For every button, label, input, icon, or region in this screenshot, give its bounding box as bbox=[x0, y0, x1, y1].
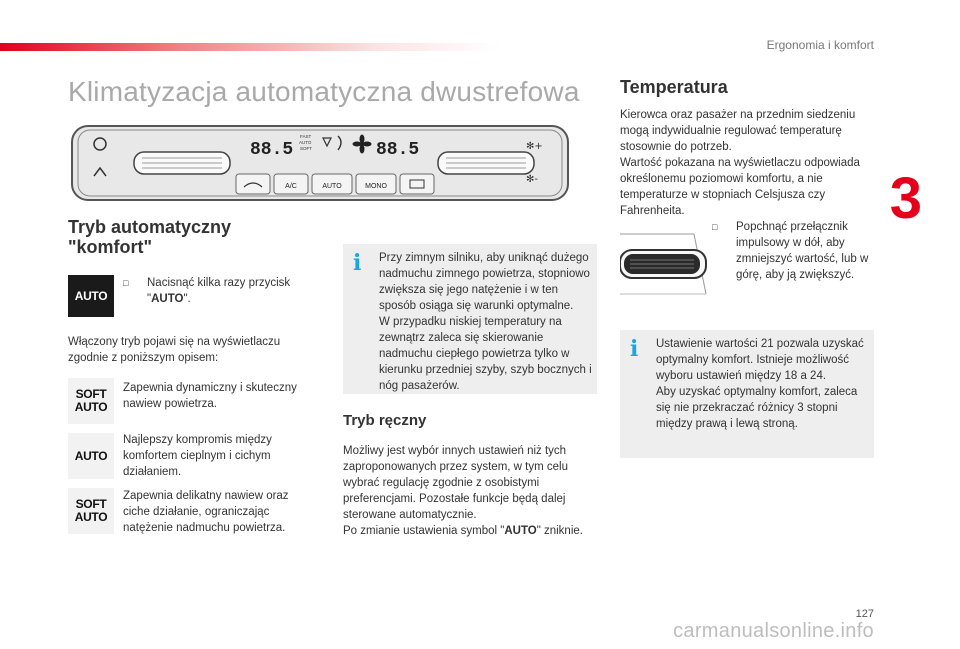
svg-text:A/C: A/C bbox=[285, 183, 297, 190]
mode-description-2: Najlepszy kompromis między komfortem cieplnym i cichym działaniem. bbox=[123, 434, 272, 478]
section-title: Ergonomia i komfort bbox=[766, 38, 874, 52]
left-temp-display: 88.5 bbox=[250, 140, 294, 160]
bullet-icon: □ bbox=[123, 278, 129, 288]
auto-mode-heading: Tryb automatyczny "komfort" bbox=[68, 217, 232, 257]
temperature-text: Kierowca oraz pasażer na przednim siedzeniu mogą indywidualnie regulować temperaturę stosownie do potrzeb. Wartość pokazana na wyświetlaczu odpowiada określonemu poziomowi komfortu, a nie temperaturze w stopniach Celsjusza czy Fahrenheita. bbox=[620, 109, 860, 217]
climate-panel-illustration bbox=[70, 124, 570, 202]
windscreen-button bbox=[236, 174, 270, 194]
svg-text:AUTO: AUTO bbox=[322, 183, 342, 190]
mode-soft: SOFT bbox=[300, 146, 312, 151]
soft-auto-badge-1: SOFT AUTO bbox=[68, 378, 114, 424]
manual-text: Możliwy jest wybór innych ustawień niż tych zaproponowanych przez system, w tym celu wybrać regulację zgodnie z osobistymi preferencjami. Pozostałe funkcje będą dalej sterowane automatycznie. Po zmianie ustawienia symbol "AUTO" zniknie. bbox=[343, 445, 583, 537]
bullet-icon: □ bbox=[712, 222, 718, 232]
manual-mode-heading: Tryb ręczny bbox=[343, 412, 427, 429]
soft-auto-badge-3: SOFT AUTO bbox=[68, 488, 114, 534]
page-number: 127 bbox=[855, 608, 874, 620]
svg-text:MONO: MONO bbox=[365, 183, 387, 190]
info-box-cold-engine bbox=[343, 244, 597, 394]
chapter-number: 3 bbox=[889, 166, 922, 231]
rear-demist-button bbox=[400, 174, 434, 194]
fan-minus-icon: ✻- bbox=[526, 174, 538, 185]
right-temp-display: 88.5 bbox=[376, 140, 420, 160]
mode-description-3: Zapewnia delikatny nawiew oraz ciche działanie, ograniczając natężenie nadmuchu powietrza. bbox=[123, 490, 289, 534]
info-icon: i bbox=[630, 336, 639, 362]
auto-intro: Włączony tryb pojawi się na wyświetlaczu zgodnie z poniższym opisem: bbox=[68, 336, 281, 364]
info-temp-text-2: Aby uzyskać optymalny komfort, zaleca się nie przekraczać różnicy 3 stopni między prawą i lewą stroną. bbox=[656, 386, 858, 430]
mode-auto: AUTO bbox=[299, 140, 312, 145]
info-cold-text-1: Przy zimnym silniku, aby uniknąć dużego nadmuchu zimnego powietrza, stopniowo zwiększa się jego natężenie i w ten sposób osiąga się warunki optymalne. bbox=[379, 252, 590, 312]
info-cold-text-2: W przypadku niskiej temperatury na zewnątrz zaleca się skierowanie nadmuchu ciepłego powietrza tylko w kierunku przedniej szyby, szyb bocznych i nóg pasażerów. bbox=[379, 316, 592, 392]
watermark: carmanualsonline.info bbox=[673, 620, 874, 642]
auto-badge: AUTO bbox=[68, 275, 114, 317]
page-title: Klimatyzacja automatyczna dwustrefowa bbox=[68, 76, 580, 107]
temperature-instruction: □ Popchnąć przełącznik impulsowy w dół, aby zmniejszyć wartość, lub w górę, aby ją zwiększyć. bbox=[712, 221, 869, 281]
mode-fast: FAST bbox=[300, 134, 312, 139]
auto-instruction: □ Nacisnąć kilka razy przycisk "AUTO". bbox=[123, 277, 291, 305]
mode-description-1: Zapewnia dynamiczny i skuteczny nawiew powietrza. bbox=[123, 382, 297, 410]
auto-badge-2: AUTO bbox=[68, 433, 114, 479]
temperature-knob-illustration bbox=[620, 224, 710, 302]
temperature-heading: Temperatura bbox=[620, 77, 728, 97]
info-temp-text-1: Ustawienie wartości 21 pozwala uzyskać optymalny komfort. Istnieje możliwość wyboru ustawień między 18 a 24. bbox=[656, 338, 864, 382]
header-red-bar bbox=[0, 43, 500, 51]
info-icon: i bbox=[353, 250, 362, 276]
info-box-temperature bbox=[620, 330, 874, 458]
fan-plus-icon: ✻+ bbox=[526, 141, 543, 152]
